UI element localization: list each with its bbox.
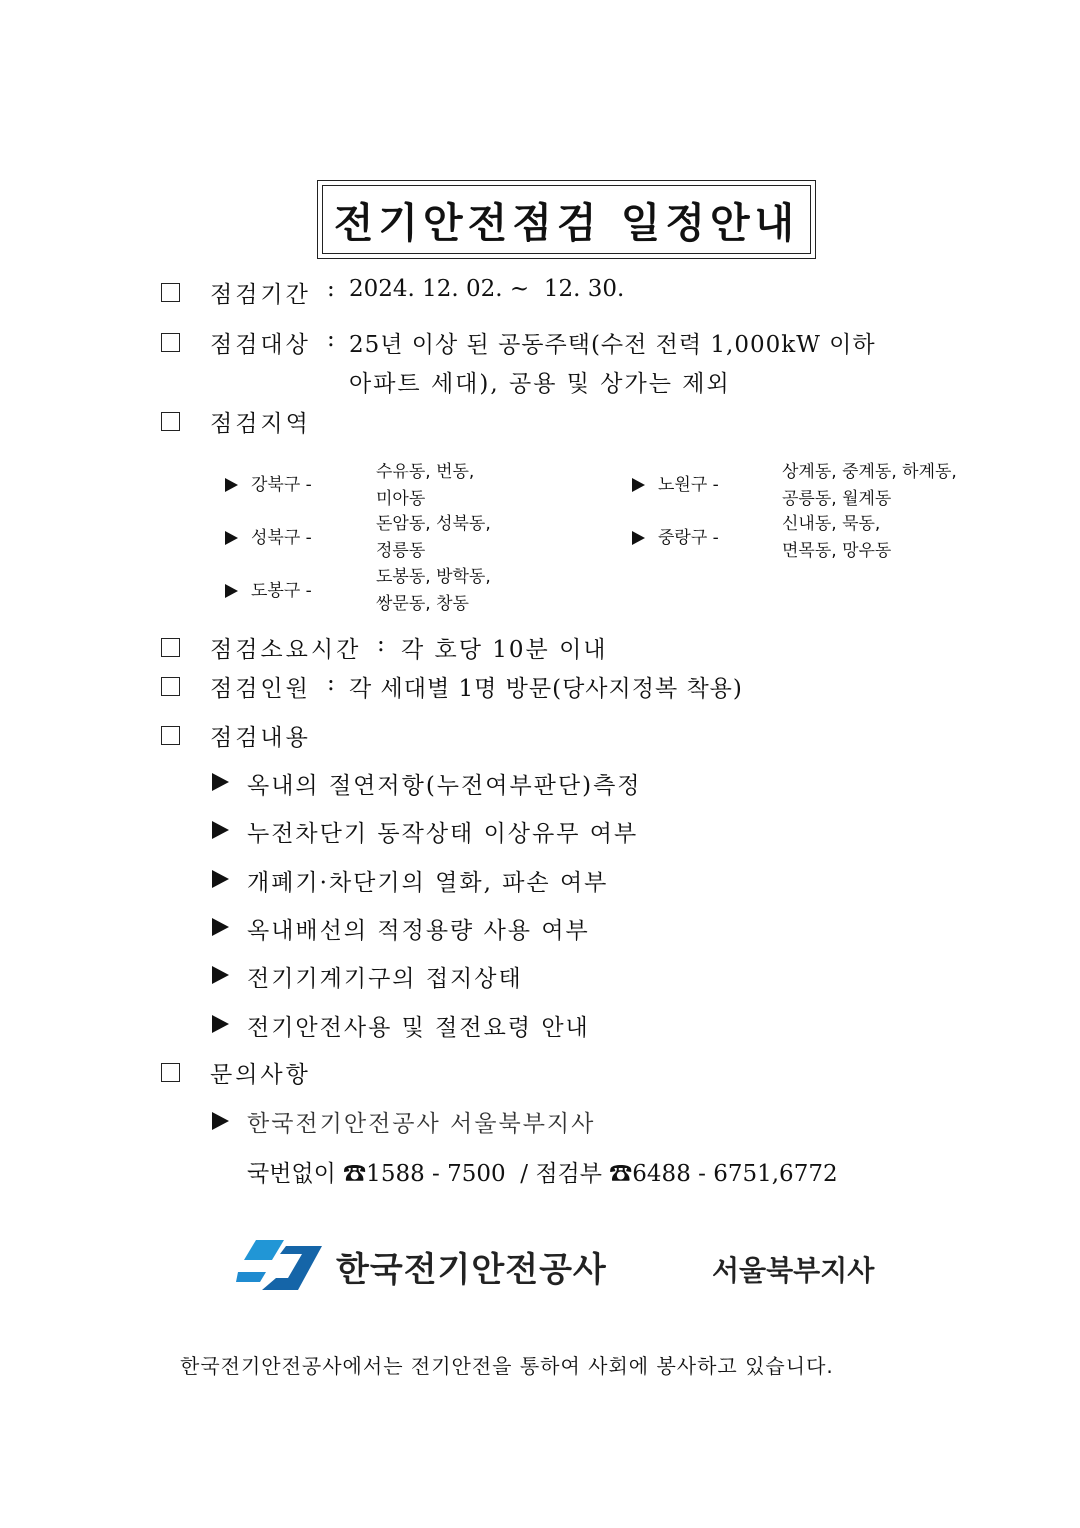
target-label: 점검대상	[210, 332, 311, 358]
district-name: 중랑구 -	[658, 528, 719, 548]
district-dongs: 돈암동, 성북동,	[376, 514, 491, 534]
target-line2: 아파트 세대), 공용 및 상가는 제외	[349, 371, 731, 397]
triangle-bullet-icon	[212, 773, 229, 791]
colon: :	[327, 670, 335, 696]
colon: :	[377, 631, 385, 657]
triangle-bullet-icon	[632, 478, 645, 492]
district-dongs: 쌍문동, 창동	[376, 594, 469, 614]
triangle-bullet-icon	[225, 584, 238, 598]
inquiry-phone: 국번없이 ☎1588 - 7500 / 점검부 ☎6488 - 6751,6772	[247, 1161, 838, 1187]
duration-value: 각 호당 10분 이내	[401, 637, 608, 663]
staff-label: 점검인원	[210, 676, 311, 702]
colon: :	[327, 276, 335, 302]
period-value: 2024. 12. 02. ~ 12. 30.	[349, 276, 625, 302]
content-item: 전기기계기구의 접지상태	[247, 966, 523, 992]
district-dongs: 공릉동, 월계동	[782, 489, 892, 509]
colon: :	[327, 326, 335, 352]
page-title: 전기안전점검 일정안내	[322, 185, 811, 254]
content-item: 누전차단기 동작상태 이상유무 여부	[247, 821, 639, 847]
triangle-bullet-icon	[225, 531, 238, 545]
triangle-bullet-icon	[212, 918, 229, 936]
checkbox-icon	[161, 726, 180, 745]
kesco-logo-icon	[236, 1236, 328, 1294]
triangle-bullet-icon	[212, 1015, 229, 1033]
district-name: 강북구 -	[251, 475, 312, 495]
inquiry-label: 문의사항	[210, 1062, 311, 1088]
triangle-bullet-icon	[632, 531, 645, 545]
district-dongs: 정릉동	[376, 541, 426, 561]
title-box	[317, 180, 816, 259]
triangle-bullet-icon	[212, 966, 229, 984]
district-name: 도봉구 -	[251, 581, 312, 601]
logo-branch: 서울북부지사	[712, 1254, 875, 1287]
triangle-bullet-icon	[225, 478, 238, 492]
district-dongs: 도봉동, 방학동,	[376, 567, 491, 587]
checkbox-icon	[161, 333, 180, 352]
district-name: 노원구 -	[658, 475, 719, 495]
district-dongs: 신내동, 묵동,	[782, 514, 881, 534]
triangle-bullet-icon	[212, 821, 229, 839]
checkbox-icon	[161, 677, 180, 696]
checkbox-icon	[161, 283, 180, 302]
district-dongs: 수유동, 번동,	[376, 462, 475, 482]
district-dongs: 면목동, 망우동	[782, 541, 892, 561]
logo-org-name: 한국전기안전공사	[336, 1250, 607, 1290]
district-name: 성북구 -	[251, 528, 312, 548]
target-line1: 25년 이상 된 공동주택(수전 전력 1,000kW 이하	[349, 332, 876, 358]
inquiry-org: 한국전기안전공사 서울북부지사	[247, 1111, 596, 1137]
region-label: 점검지역	[210, 411, 311, 437]
triangle-bullet-icon	[212, 870, 229, 888]
content-item: 개폐기·차단기의 열화, 파손 여부	[247, 870, 609, 896]
content-item: 전기안전사용 및 절전요령 안내	[247, 1015, 590, 1041]
checkbox-icon	[161, 412, 180, 431]
content-item: 옥내배선의 적정용량 사용 여부	[247, 918, 590, 944]
footer-text: 한국전기안전공사에서는 전기안전을 통하여 사회에 봉사하고 있습니다.	[180, 1354, 834, 1378]
checkbox-icon	[161, 1063, 180, 1082]
checkbox-icon	[161, 638, 180, 657]
district-dongs: 상계동, 중계동, 하계동,	[782, 462, 957, 482]
period-label: 점검기간	[210, 282, 311, 308]
content-item: 옥내의 절연저항(누전여부판단)측정	[247, 773, 642, 799]
district-dongs: 미아동	[376, 489, 426, 509]
content-label: 점검내용	[210, 725, 311, 751]
staff-value: 각 세대별 1명 방문(당사지정복 착용)	[349, 676, 743, 702]
triangle-bullet-icon	[212, 1112, 229, 1130]
duration-label: 점검소요시간	[210, 637, 362, 663]
